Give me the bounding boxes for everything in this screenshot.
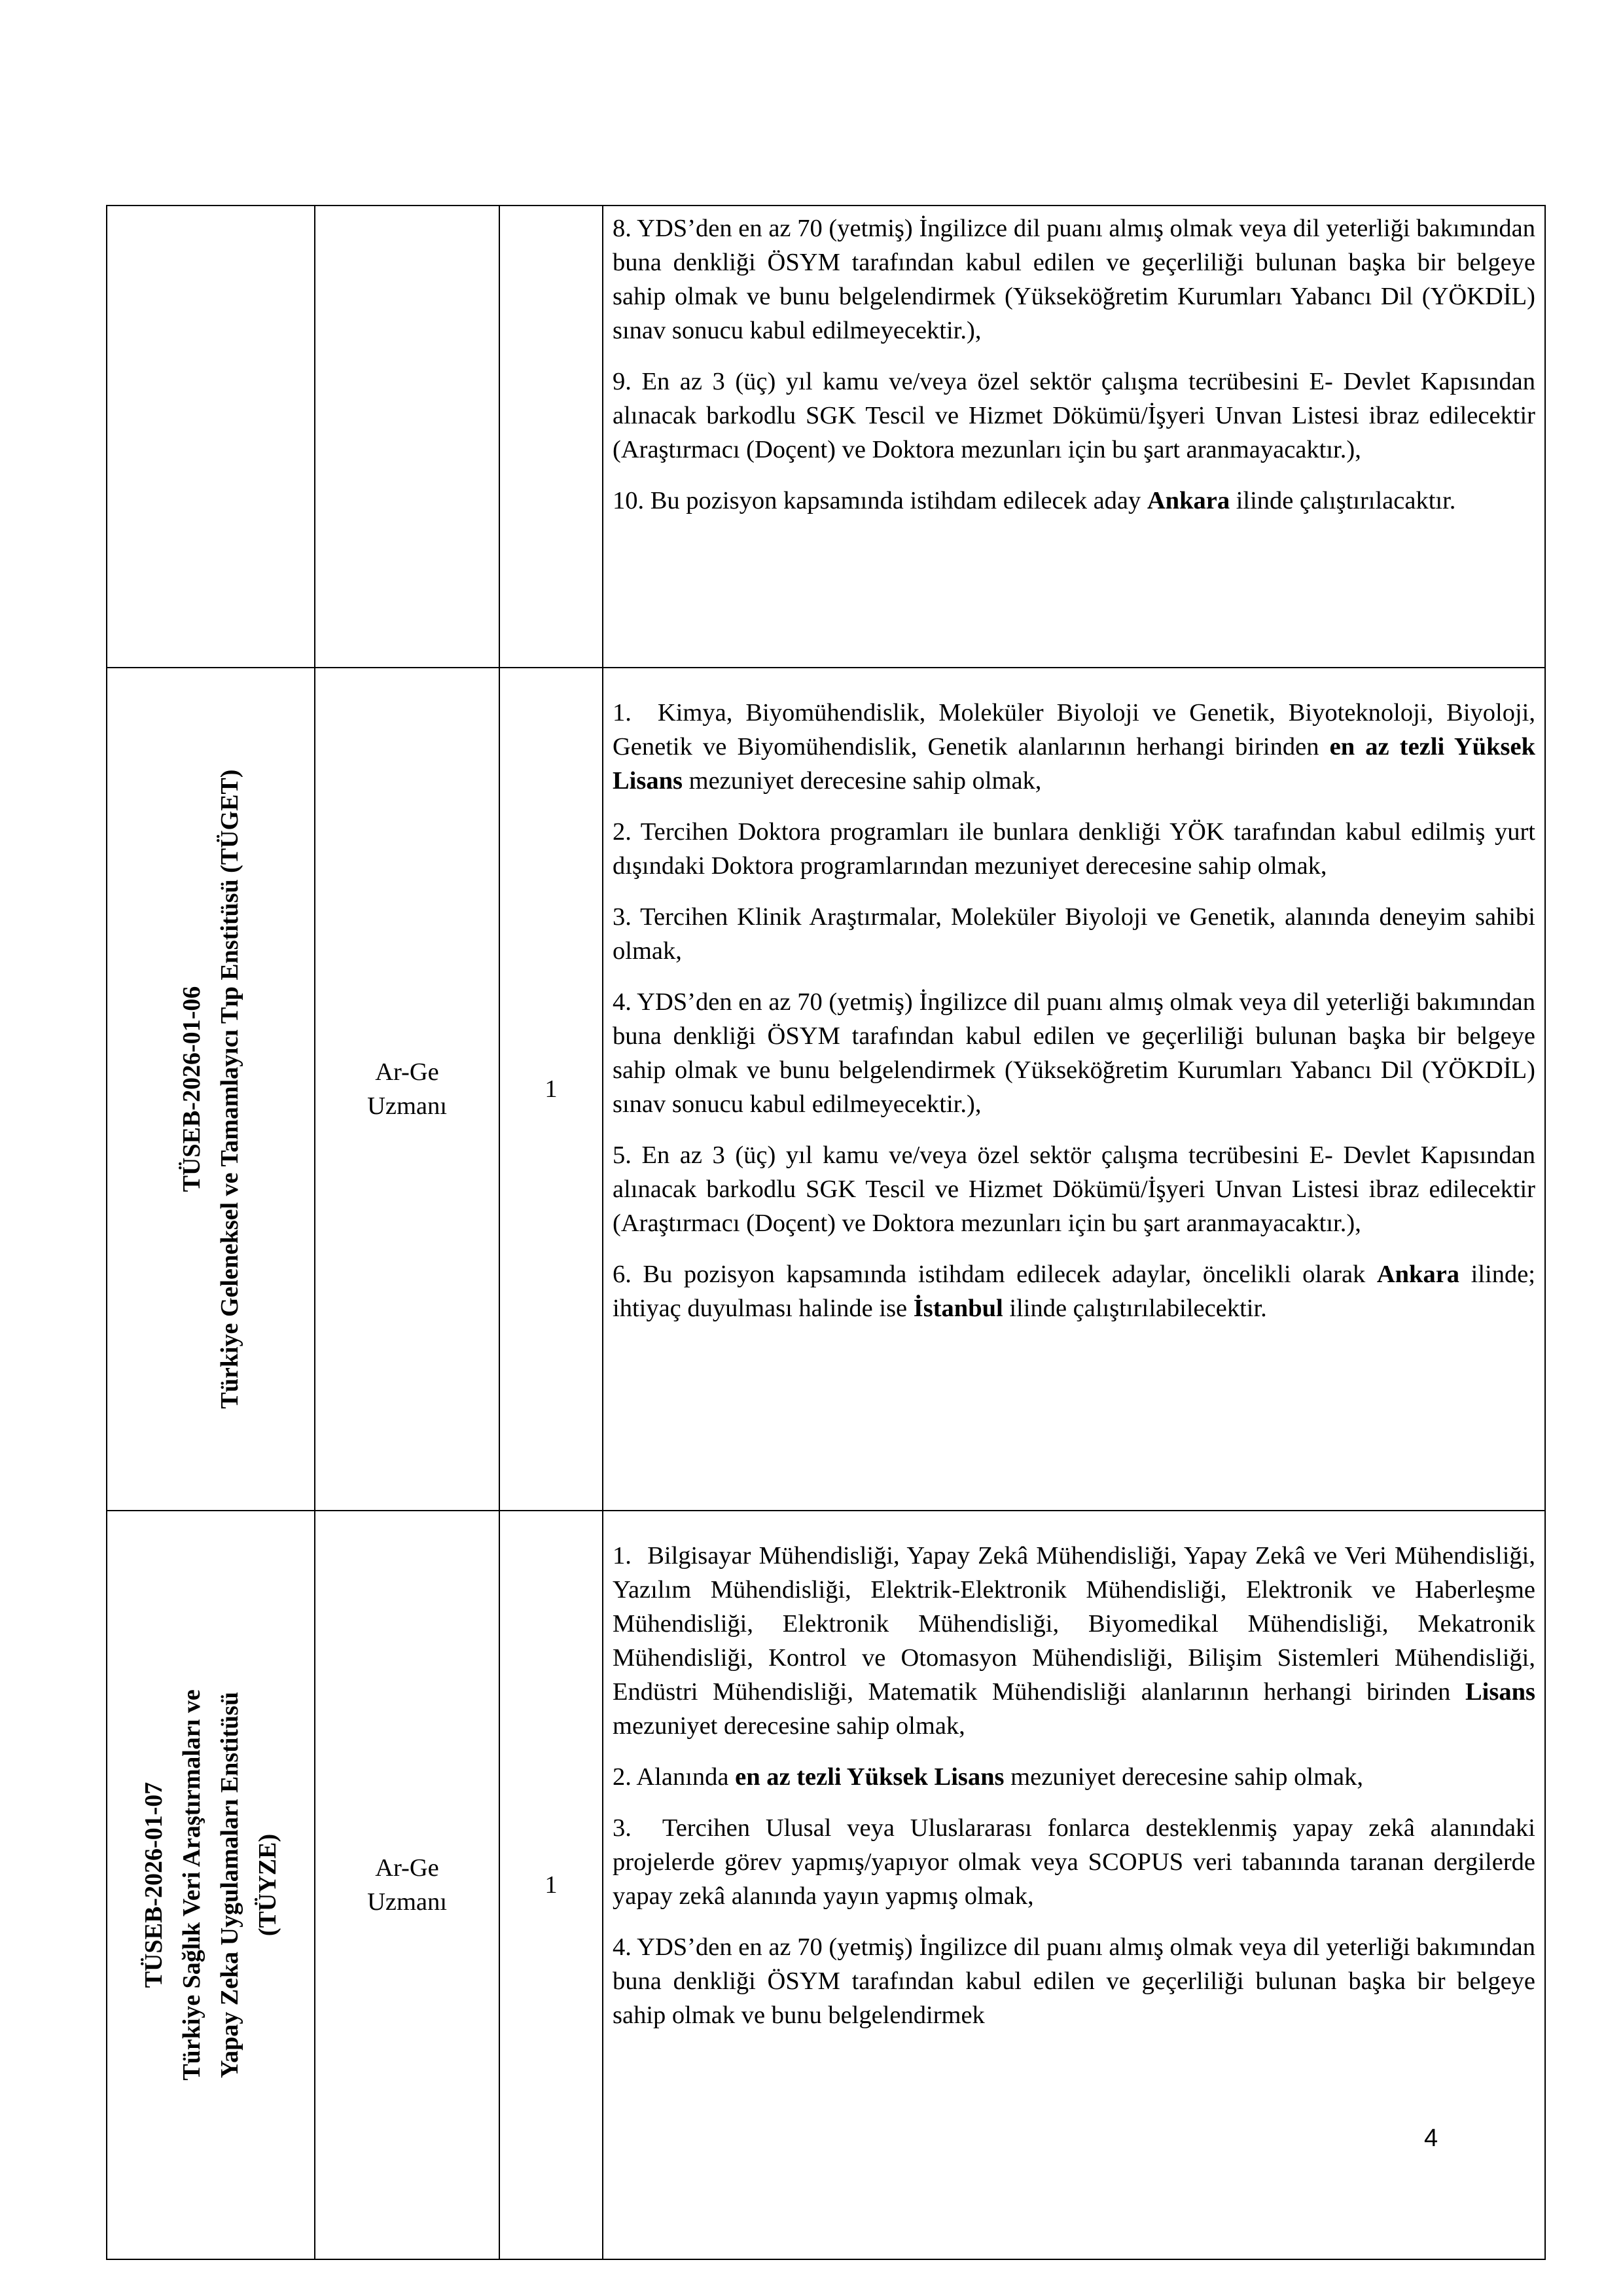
position-count: 1: [544, 1871, 558, 1899]
requirement-item: 10. Bu pozisyon kapsamında istihdam edilecek aday Ankara ilinde çalıştırılacaktır.: [613, 487, 1456, 514]
unit-cell: [107, 1511, 315, 2259]
unit-name-line: Yapay Zeka Uygulamaları Enstitüsü: [216, 1691, 243, 2079]
requirements-list: [603, 206, 1544, 526]
title-cell: [315, 668, 499, 1511]
position-title: Ar-Ge Uzmanı: [367, 1058, 447, 1120]
requirements-cell: [603, 206, 1545, 668]
title-cell: [315, 206, 499, 668]
unit-label: [135, 1689, 287, 2080]
position-count: 1: [544, 1075, 558, 1103]
requirement-item: 1. Bilgisayar Mühendisliği, Yapay Zekâ Mühendisliği, Yapay Zekâ ve Veri Mühendisliği, Yazılım Mühendisliği, Elektrik-Elektronik Mühendisliği, Elektronik ve Haberleşme Mühendisliği, Elektronik Mühendisliği, Biyomedikal Mühendisliği, Mekatronik Mühendisliği, Kontrol ve Otomasyon Mühendisliği, Bilişim Sistemleri Mühendisliği, Endüstri Mühendisliği, Matematik Mühendisliği alanlarının herhangi birinden Lisans mezuniyet derecesine sahip olmak,: [613, 1542, 1535, 1740]
table-row: [107, 206, 1545, 668]
table-row: [107, 1511, 1545, 2259]
table-row: [107, 668, 1545, 1511]
unit-code: TÜSEB-2026-01-06: [178, 986, 205, 1193]
unit-name-line: (TÜYZE): [254, 1833, 281, 1937]
requirement-item: 4. YDS’den en az 70 (yetmiş) İngilizce dil puanı almış olmak veya dil yeterliği bakımından buna denkliği ÖSYM tarafından kabul edilen ve geçerliliği bulunan başka bir belgeye sahip olmak ve bunu belgelendirmek (Yükseköğretim Kurumları Yabancı Dil (YÖKDİL) sınav sonucu kabul edilmeyecektir.),: [613, 988, 1535, 1118]
requirement-item: 3. Tercihen Ulusal veya Uluslararası fonlarca desteklenmiş yapay zekâ alanındaki projelerde görev yapmış/yapıyor olmak veya SCOPUS veri tabanında taranan dergilerde yapay zekâ alanında yayın yapmış olmak,: [613, 1814, 1535, 1910]
count-cell: [499, 668, 603, 1511]
requirement-item: 4. YDS’den en az 70 (yetmiş) İngilizce dil puanı almış olmak veya dil yeterliği bakımından buna denkliği ÖSYM tarafından kabul edilen ve geçerliliği bulunan başka bir belgeye sahip olmak ve bunu belgelendirmek: [613, 1933, 1535, 2029]
requirements-list: [603, 668, 1544, 1333]
requirement-item: 5. En az 3 (üç) yıl kamu ve/veya özel sektör çalışma tecrübesini E- Devlet Kapısından alınacak barkodlu SGK Tescil ve Hizmet Dökümü/İşyeri Unvan Listesi ibraz edilecektir (Araştırmacı (Doçent) ve Doktora mezunları için bu şart aranmayacaktır.),: [613, 1141, 1535, 1237]
unit-name-line: Türkiye Sağlık Veri Araştırmaları ve: [178, 1689, 205, 2081]
positions-table: [106, 205, 1546, 2260]
count-cell: [499, 206, 603, 668]
requirements-cell: [603, 1511, 1545, 2259]
requirement-item: 1. Kimya, Biyomühendislik, Moleküler Biyoloji ve Genetik, Biyoteknoloji, Biyoloji, Genetik ve Biyomühendislik, Genetik alanlarının herhangi birinden en az tezli Yüksek Lisans mezuniyet derecesine sahip olmak,: [613, 699, 1535, 795]
position-title: Ar-Ge Uzmanı: [367, 1854, 447, 1916]
requirement-item: 2. Tercihen Doktora programları ile bunlara denkliği YÖK tarafından kabul edilmiş yurt dışındaki Doktora programlarından mezuniyet derecesine sahip olmak,: [613, 818, 1535, 880]
count-cell: [499, 1511, 603, 2259]
requirement-item: 6. Bu pozisyon kapsamında istihdam edilecek adaylar, öncelikli olarak Ankara ilinde; ihtiyaç duyulması halinde ise İstanbul ilinde çalıştırılabilecektir.: [613, 1261, 1535, 1322]
title-cell: [315, 1511, 499, 2259]
unit-cell: [107, 206, 315, 668]
unit-name: Türkiye Geleneksel ve Tamamlayıcı Tıp Enstitüsü (TÜGET): [216, 769, 243, 1409]
unit-label: [173, 770, 249, 1409]
requirement-item: 2. Alanında en az tezli Yüksek Lisans mezuniyet derecesine sahip olmak,: [613, 1763, 1363, 1791]
requirement-item: 3. Tercihen Klinik Araştırmalar, Moleküler Biyoloji ve Genetik, alanında deneyim sahibi olmak,: [613, 903, 1535, 965]
requirements-cell: [603, 668, 1545, 1511]
unit-cell: [107, 668, 315, 1511]
requirement-item: 9. En az 3 (üç) yıl kamu ve/veya özel sektör çalışma tecrübesini E- Devlet Kapısından alınacak barkodlu SGK Tescil ve Hizmet Dökümü/İşyeri Unvan Listesi ibraz edilecektir (Araştırmacı (Doçent) ve Doktora mezunları için bu şart aranmayacaktır.),: [613, 368, 1535, 463]
page-number: 4: [1424, 2125, 1438, 2152]
requirement-item: 8. YDS’den en az 70 (yetmiş) İngilizce dil puanı almış olmak veya dil yeterliği bakımından buna denkliği ÖSYM tarafından kabul edilen ve geçerliliği bulunan başka bir belgeye sahip olmak ve bunu belgelendirmek (Yükseköğretim Kurumları Yabancı Dil (YÖKDİL) sınav sonucu kabul edilmeyecektir.),: [613, 215, 1535, 344]
requirements-list: [603, 1511, 1544, 2040]
unit-code: TÜSEB-2026-01-07: [140, 1782, 168, 1988]
